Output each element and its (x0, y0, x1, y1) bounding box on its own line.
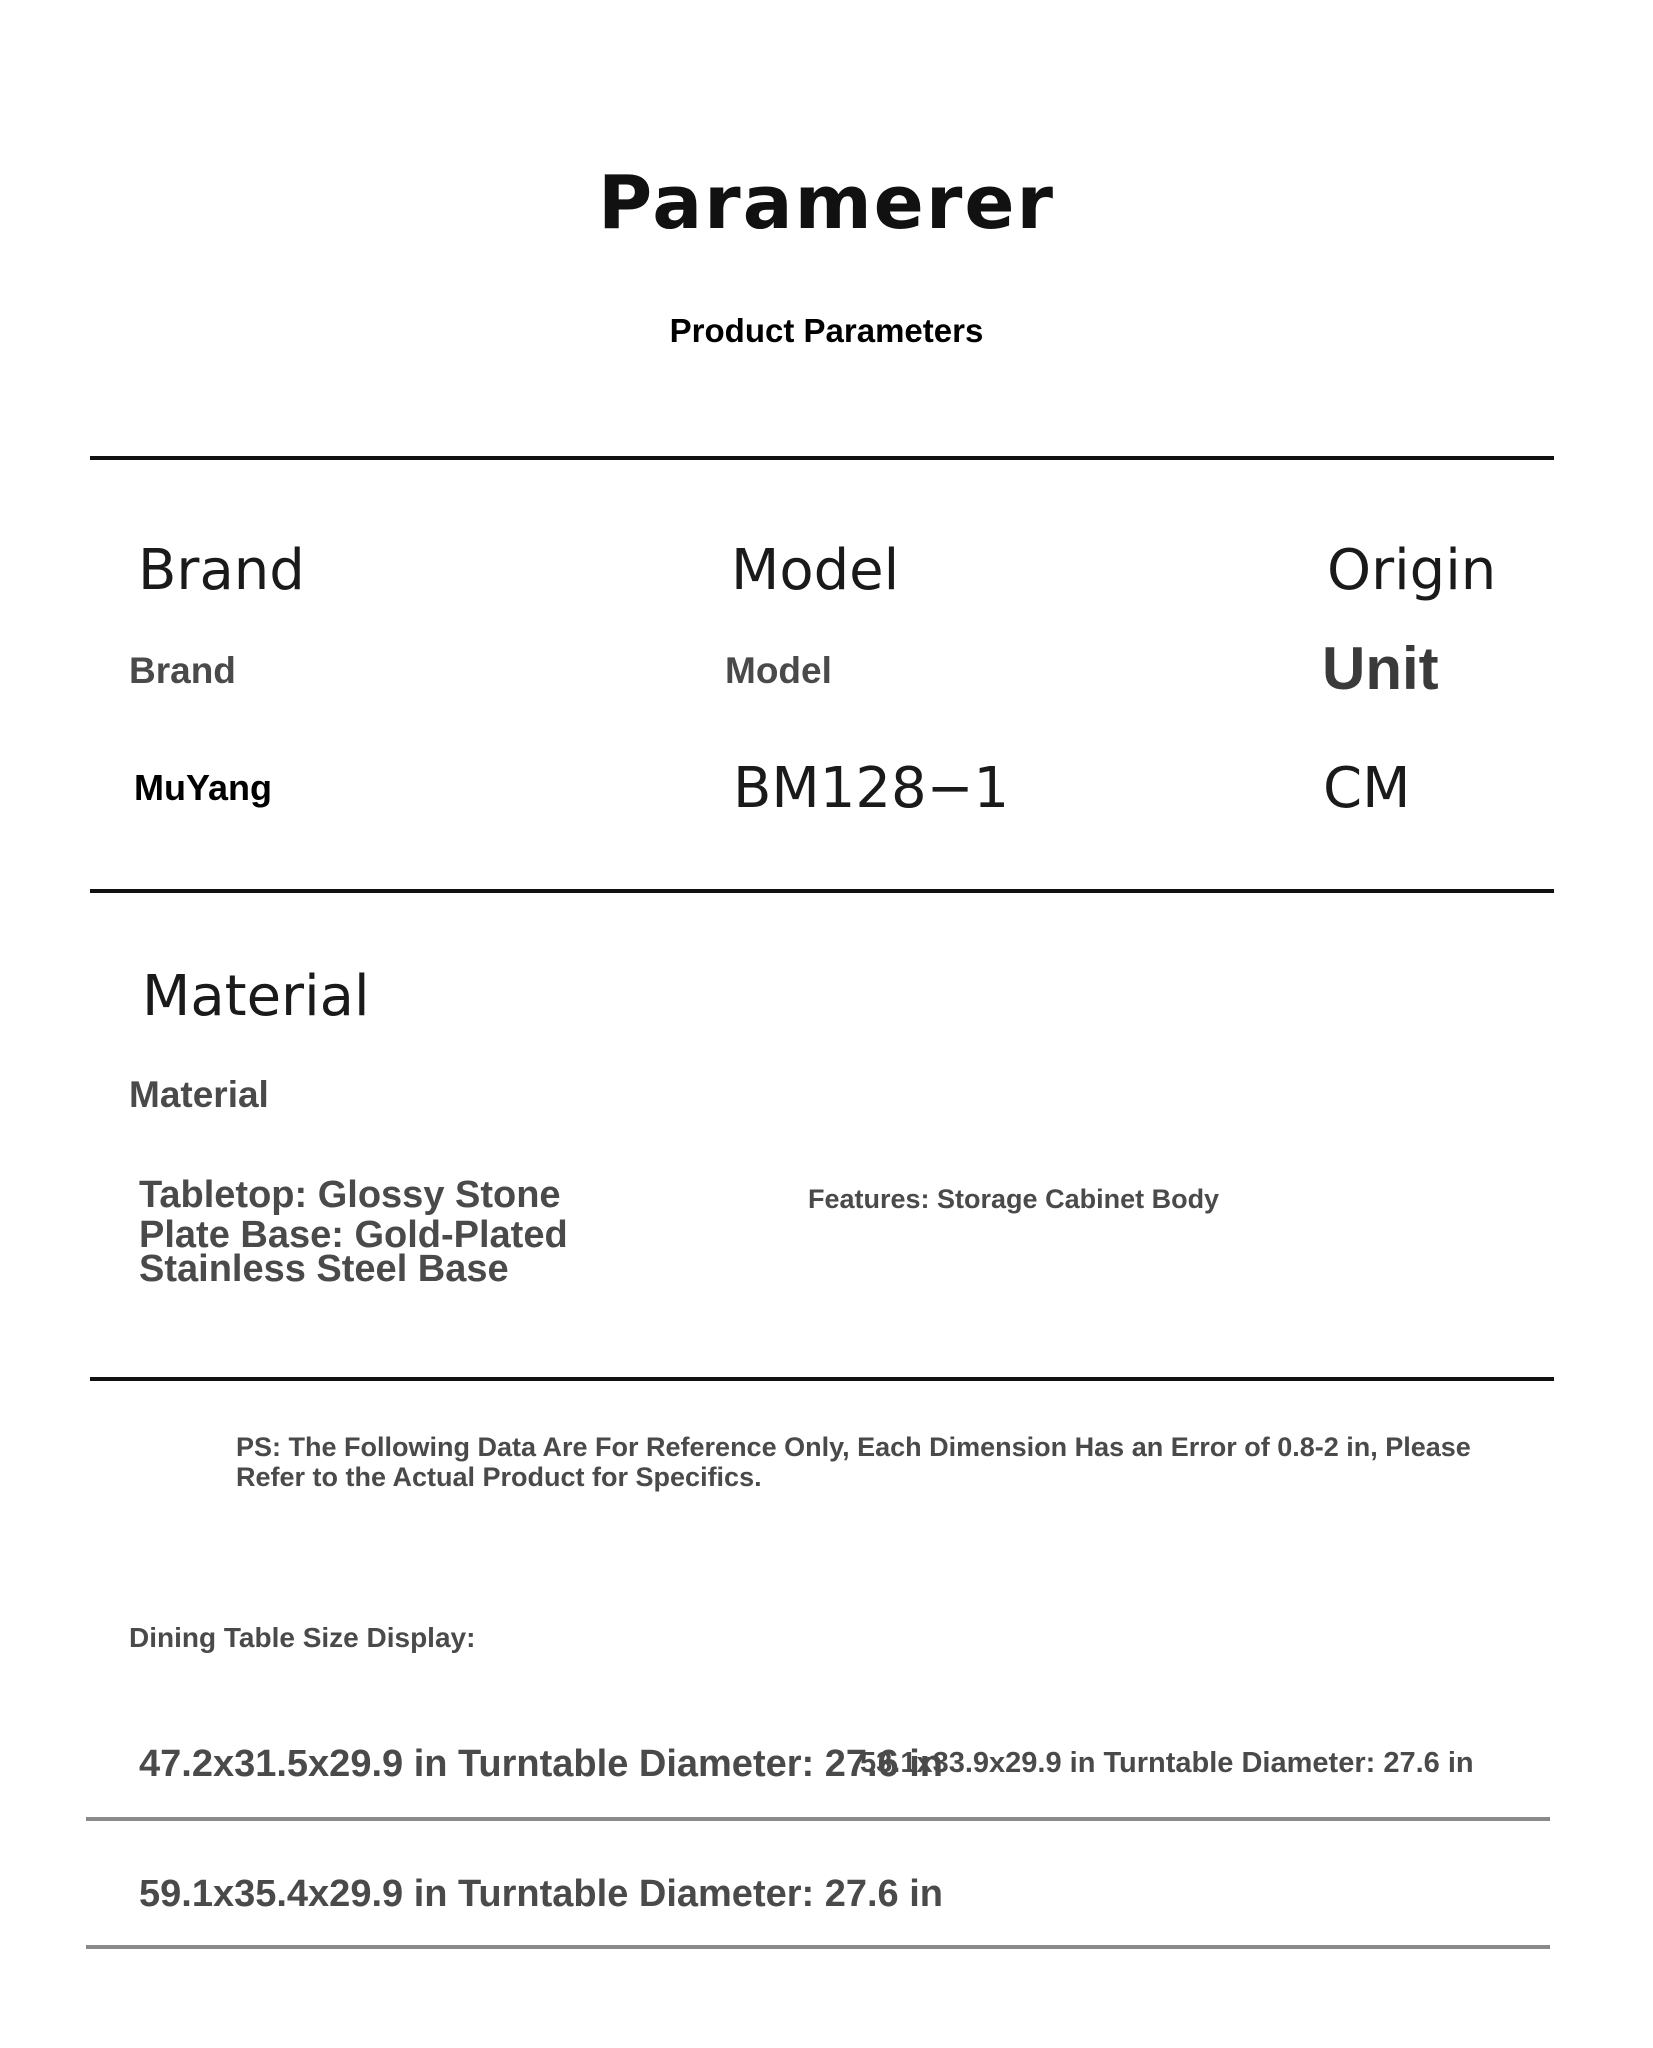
model-value: BM128−1 (733, 756, 1010, 821)
size-option-2: 53.1x33.9x29.9 in Turntable Diameter: 27.6 in (860, 1747, 1474, 1779)
divider-top (90, 456, 1554, 460)
size-option-1: 47.2x31.5x29.9 in Turntable Diameter: 27.6 in (139, 1743, 944, 1785)
unit-label: Unit (1322, 635, 1439, 702)
page-subtitle: Product Parameters (669, 312, 984, 349)
brand-value: MuYang (134, 767, 273, 808)
model-heading: Model (731, 538, 900, 603)
size-option-3: 59.1x35.4x29.9 in Turntable Diameter: 27.6 in (139, 1873, 944, 1915)
divider-bottom (90, 1377, 1554, 1381)
note-line-1: PS: The Following Data Are For Reference Only, Each Dimension Has an Error of 0.8-2 in, Please (236, 1432, 1471, 1462)
features-text: Features: Storage Cabinet Body (808, 1184, 1220, 1214)
page-title: Paramerer (597, 160, 1056, 246)
material-label: Material (129, 1074, 269, 1115)
material-heading: Material (142, 964, 370, 1029)
brand-label: Brand (129, 650, 236, 691)
material-line-2: Plate Base: Gold-Plated (139, 1214, 568, 1256)
material-line-1: Tabletop: Glossy Stone (139, 1174, 561, 1216)
unit-value: CM (1323, 756, 1411, 821)
size-divider-2 (86, 1945, 1550, 1949)
model-label: Model (725, 650, 832, 691)
divider-middle (90, 889, 1554, 893)
origin-heading: Origin (1327, 538, 1497, 603)
brand-heading: Brand (138, 538, 305, 603)
material-line-3: Stainless Steel Base (139, 1248, 509, 1290)
size-display-label: Dining Table Size Display: (129, 1622, 476, 1653)
size-divider-1 (86, 1817, 1550, 1821)
note-line-2: Refer to the Actual Product for Specifics. (236, 1462, 762, 1492)
